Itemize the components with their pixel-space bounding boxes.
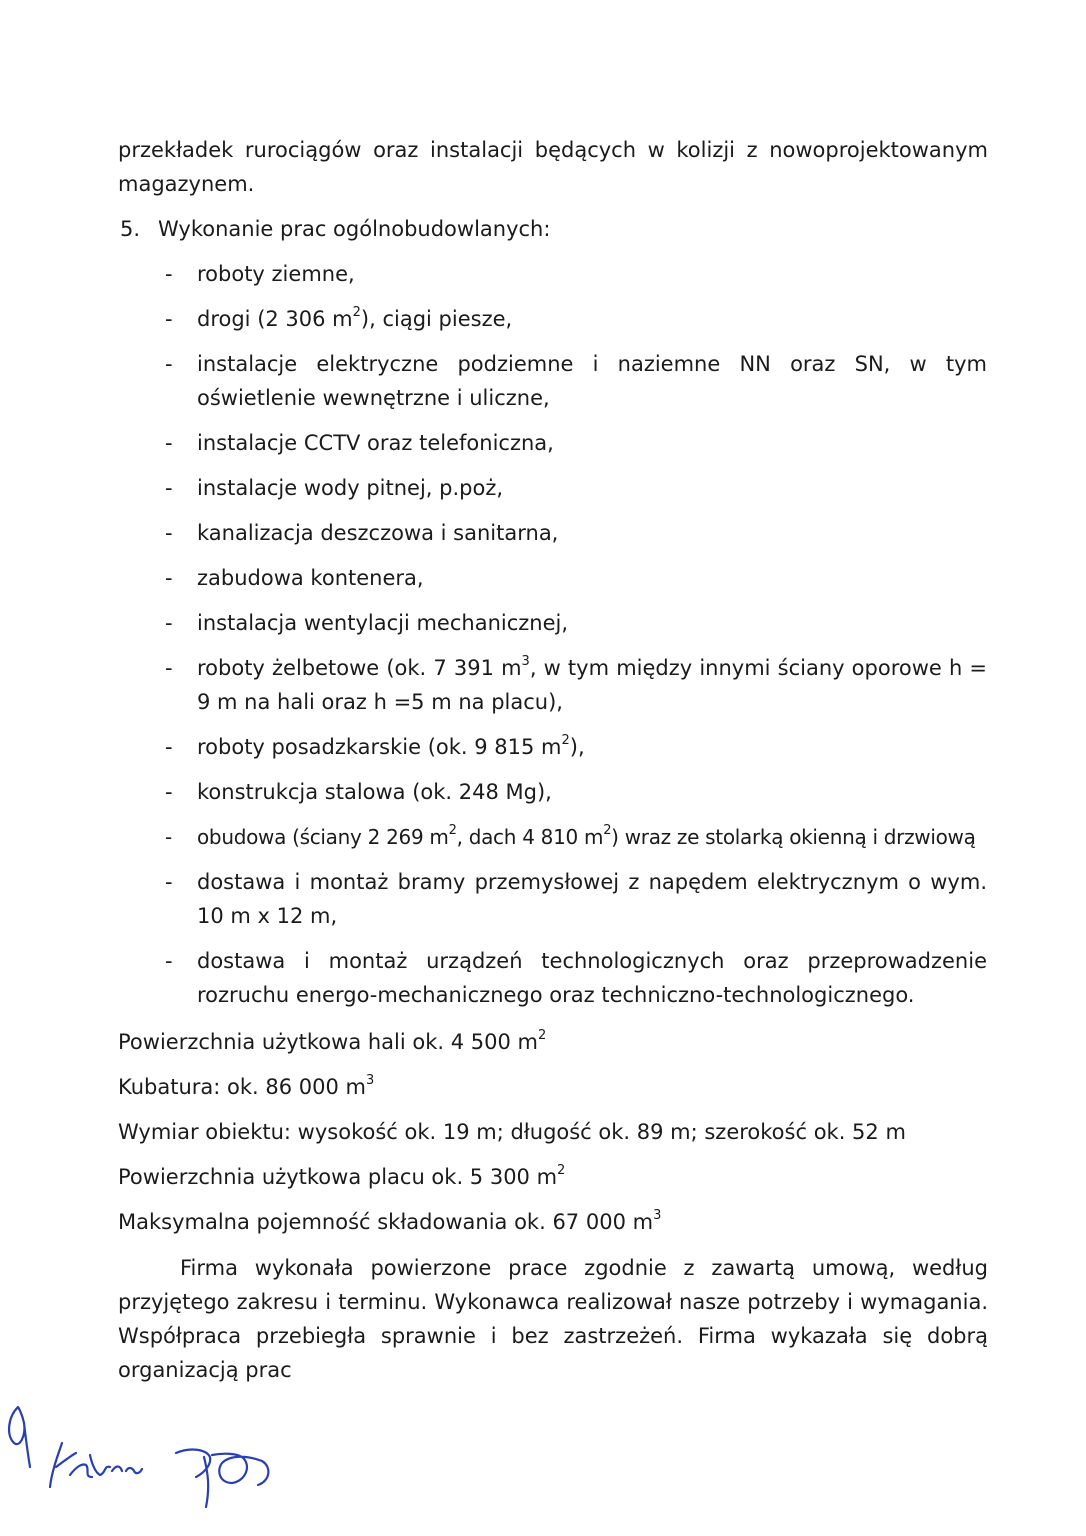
- list-number: 5.: [120, 217, 141, 241]
- fact-hall-area: Powierzchnia użytkowa hali ok. 4 500 $m^2$: [118, 1028, 547, 1054]
- dash-marker: -: [165, 949, 173, 973]
- list-item: - roboty posadzkarskie (ok. 9 815 $m^2$),: [165, 730, 987, 764]
- list-item: - instalacja wentylacji mechanicznej,: [165, 606, 987, 640]
- signature-stroke: [50, 1443, 142, 1487]
- dash-marker: -: [165, 825, 172, 849]
- dash-marker: -: [165, 352, 173, 376]
- dash-marker: -: [165, 521, 173, 545]
- work-scope-list: [165, 257, 987, 1023]
- signature-stroke: [9, 1407, 30, 1467]
- list-title: Wykonanie prac ogólnobudowlanych:: [158, 217, 551, 241]
- dash-marker: -: [165, 656, 173, 680]
- list-item: - instalacje CCTV oraz telefoniczna,: [165, 426, 987, 460]
- signature-stroke: [176, 1450, 268, 1507]
- list-item: - konstrukcja stalowa (ok. 248 Mg),: [165, 775, 987, 809]
- fact-volume: Kubatura: ok. 86 000 $m^3$: [118, 1073, 375, 1099]
- list-item: - dostawa i montaż urządzeń technologicznych oraz przeprowadzenie rozruchu energo-mechanicznego oraz techniczno-technologicznego.: [165, 944, 987, 1012]
- fact-storage-capacity: Maksymalna pojemność składowania ok. 67 000 $m^3$: [118, 1208, 662, 1234]
- dash-marker: -: [165, 431, 173, 455]
- list-item: - roboty żelbetowe (ok. 7 391 $m^3$, w tym między innymi ściany oporowe h = 9 m na hali oraz h =5 m na placu),: [165, 651, 987, 719]
- list-item-5: [120, 212, 980, 246]
- dash-marker: -: [165, 566, 173, 590]
- dash-marker: -: [165, 476, 173, 500]
- list-item: - roboty ziemne,: [165, 257, 987, 291]
- list-item: - instalacje elektryczne podziemne i naziemne NN oraz SN, w tym oświetlenie wewnętrzne i uliczne,: [165, 347, 987, 415]
- closing-paragraph: Firma wykonała powierzone prace zgodnie z zawartą umową, według przyjętego zakresu i terminu. Wykonawca realizował nasze potrzeby i wymagania. Współpraca przebiegła sprawnie i bez zastrzeżeń. Firma wykazała się dobrą organizacją prac: [118, 1256, 988, 1382]
- list-item: - kanalizacja deszczowa i sanitarna,: [165, 516, 987, 550]
- dash-marker: -: [165, 735, 173, 759]
- intro-paragraph: przekładek rurociągów oraz instalacji będących w kolizji z nowoprojektowanym magazynem.: [118, 138, 988, 196]
- handwritten-signatures: [0, 1395, 320, 1525]
- list-item: - instalacje wody pitnej, p.poż,: [165, 471, 987, 505]
- dash-marker: -: [165, 307, 173, 331]
- dash-marker: -: [165, 262, 173, 286]
- list-item: - obudowa (ściany 2 269 $m^2$, dach 4 810 $m^2$) wraz ze stolarką okienną i drzwiową: [165, 820, 987, 854]
- dash-marker: -: [165, 870, 173, 894]
- dash-marker: -: [165, 611, 173, 635]
- list-item: - dostawa i montaż bramy przemysłowej z napędem elektrycznym o wym. 10 m x 12 m,: [165, 865, 987, 933]
- fact-yard-area: Powierzchnia użytkowa placu ok. 5 300 $m^2$: [118, 1163, 566, 1189]
- fact-dimensions: Wymiar obiektu: wysokość ok. 19 m; długość ok. 89 m; szerokość ok. 52 m: [118, 1120, 906, 1144]
- list-item: - drogi (2 306 $m^2$), ciągi piesze,: [165, 302, 987, 336]
- list-item: - zabudowa kontenera,: [165, 561, 987, 595]
- facility-facts: [118, 1025, 988, 1250]
- dash-marker: -: [165, 780, 173, 804]
